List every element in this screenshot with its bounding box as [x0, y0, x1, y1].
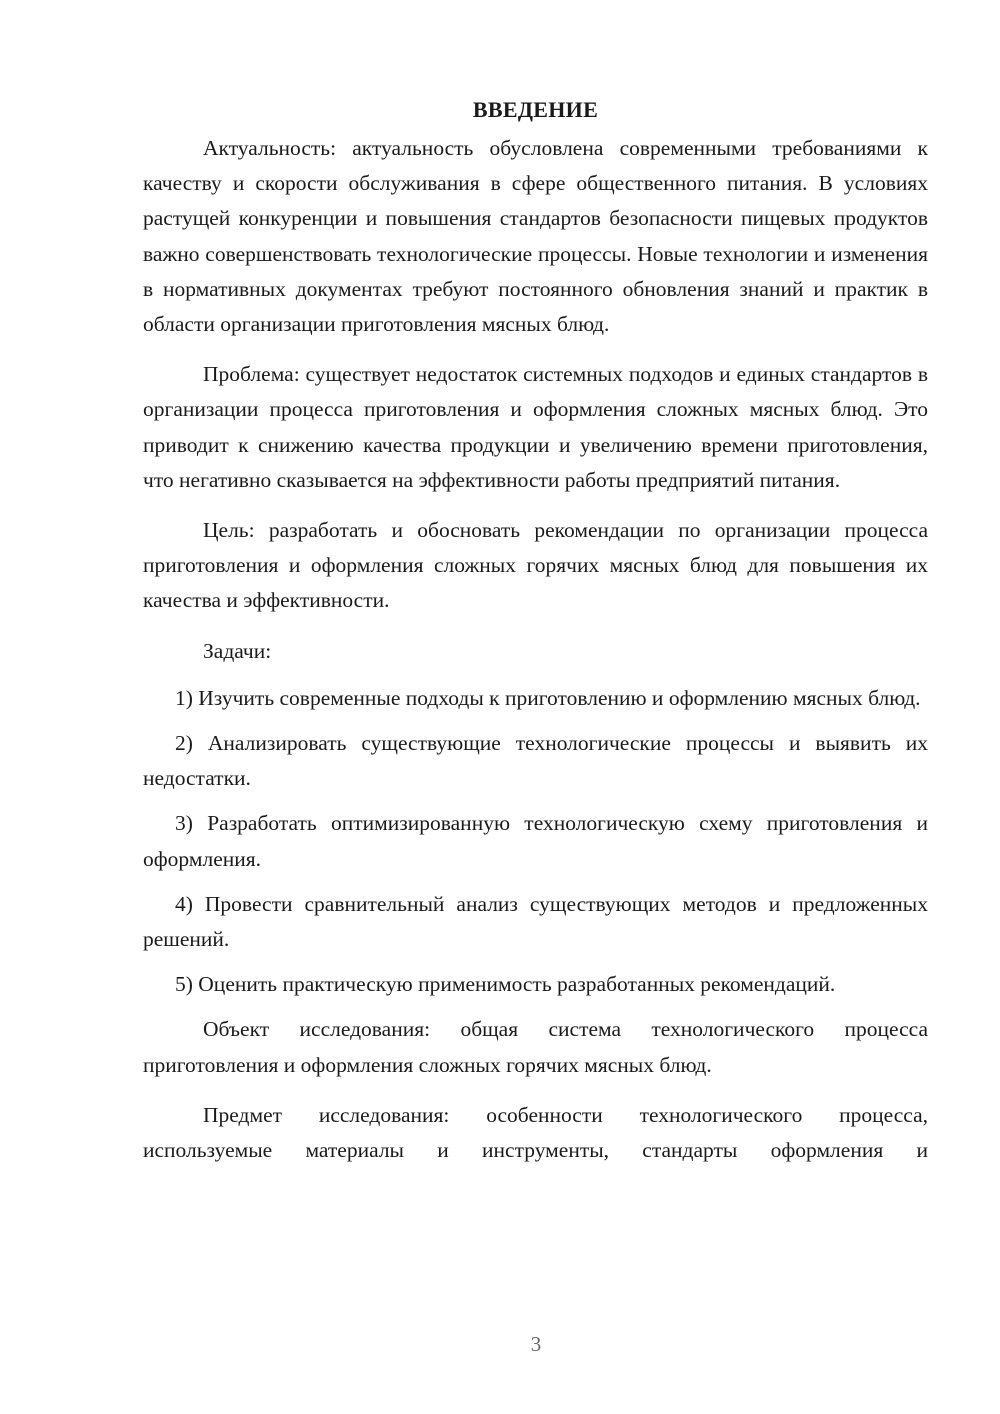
- paragraph-relevance: Актуальность: актуальность обусловлена современными требованиями к качеству и скорости обслуживания в сфере общественного питания. В условиях растущей конкуренции и повышения стандартов безопасности пищевых продуктов важно совершенствовать технологические процессы. Новые технологии и изменения в нормативных документах требуют постоянного обновления знаний и практик в области организации приготовления мясных блюд.: [143, 136, 928, 337]
- paragraph-problem: Проблема: существует недостаток системных подходов и единых стандартов в организации процесса приготовления и оформления сложных мясных блюд. Это приводит к снижению качества продукции и увеличению времени приготовления, что негативно сказывается на эффективности работы предприятий питания.: [143, 362, 928, 492]
- page-number: 3: [530, 1332, 542, 1356]
- task-item-3: 3) Разработать оптимизированную технологическую схему приготовления и оформления.: [143, 811, 928, 871]
- task-item-2: 2) Анализировать существующие технологические процессы и выявить их недостатки.: [143, 731, 928, 791]
- tasks-heading: Задачи:: [203, 638, 272, 663]
- paragraph-object: Объект исследования: общая система технологического процесса приготовления и оформления сложных горячих мясных блюд.: [143, 1017, 928, 1077]
- paragraph-subject: Предмет исследования: особенности технологического процесса, используемые материалы и инструменты, стандарты оформления и: [143, 1102, 928, 1163]
- paragraph-goal: Цель: разработать и обосновать рекомендации по организации процесса приготовления и оформления сложных горячих мясных блюд для повышения их качества и эффективности.: [143, 518, 928, 613]
- section-title: ВВЕДЕНИЕ: [472, 97, 599, 122]
- document-page: [143, 92, 928, 1183]
- task-item-5: 5) Оценить практическую применимость разработанных рекомендаций.: [175, 972, 836, 997]
- task-item-4: 4) Провести сравнительный анализ существующих методов и предложенных решений.: [143, 891, 928, 952]
- task-item-1: 1) Изучить современные подходы к приготовлению и оформлению мясных блюд.: [175, 685, 921, 710]
